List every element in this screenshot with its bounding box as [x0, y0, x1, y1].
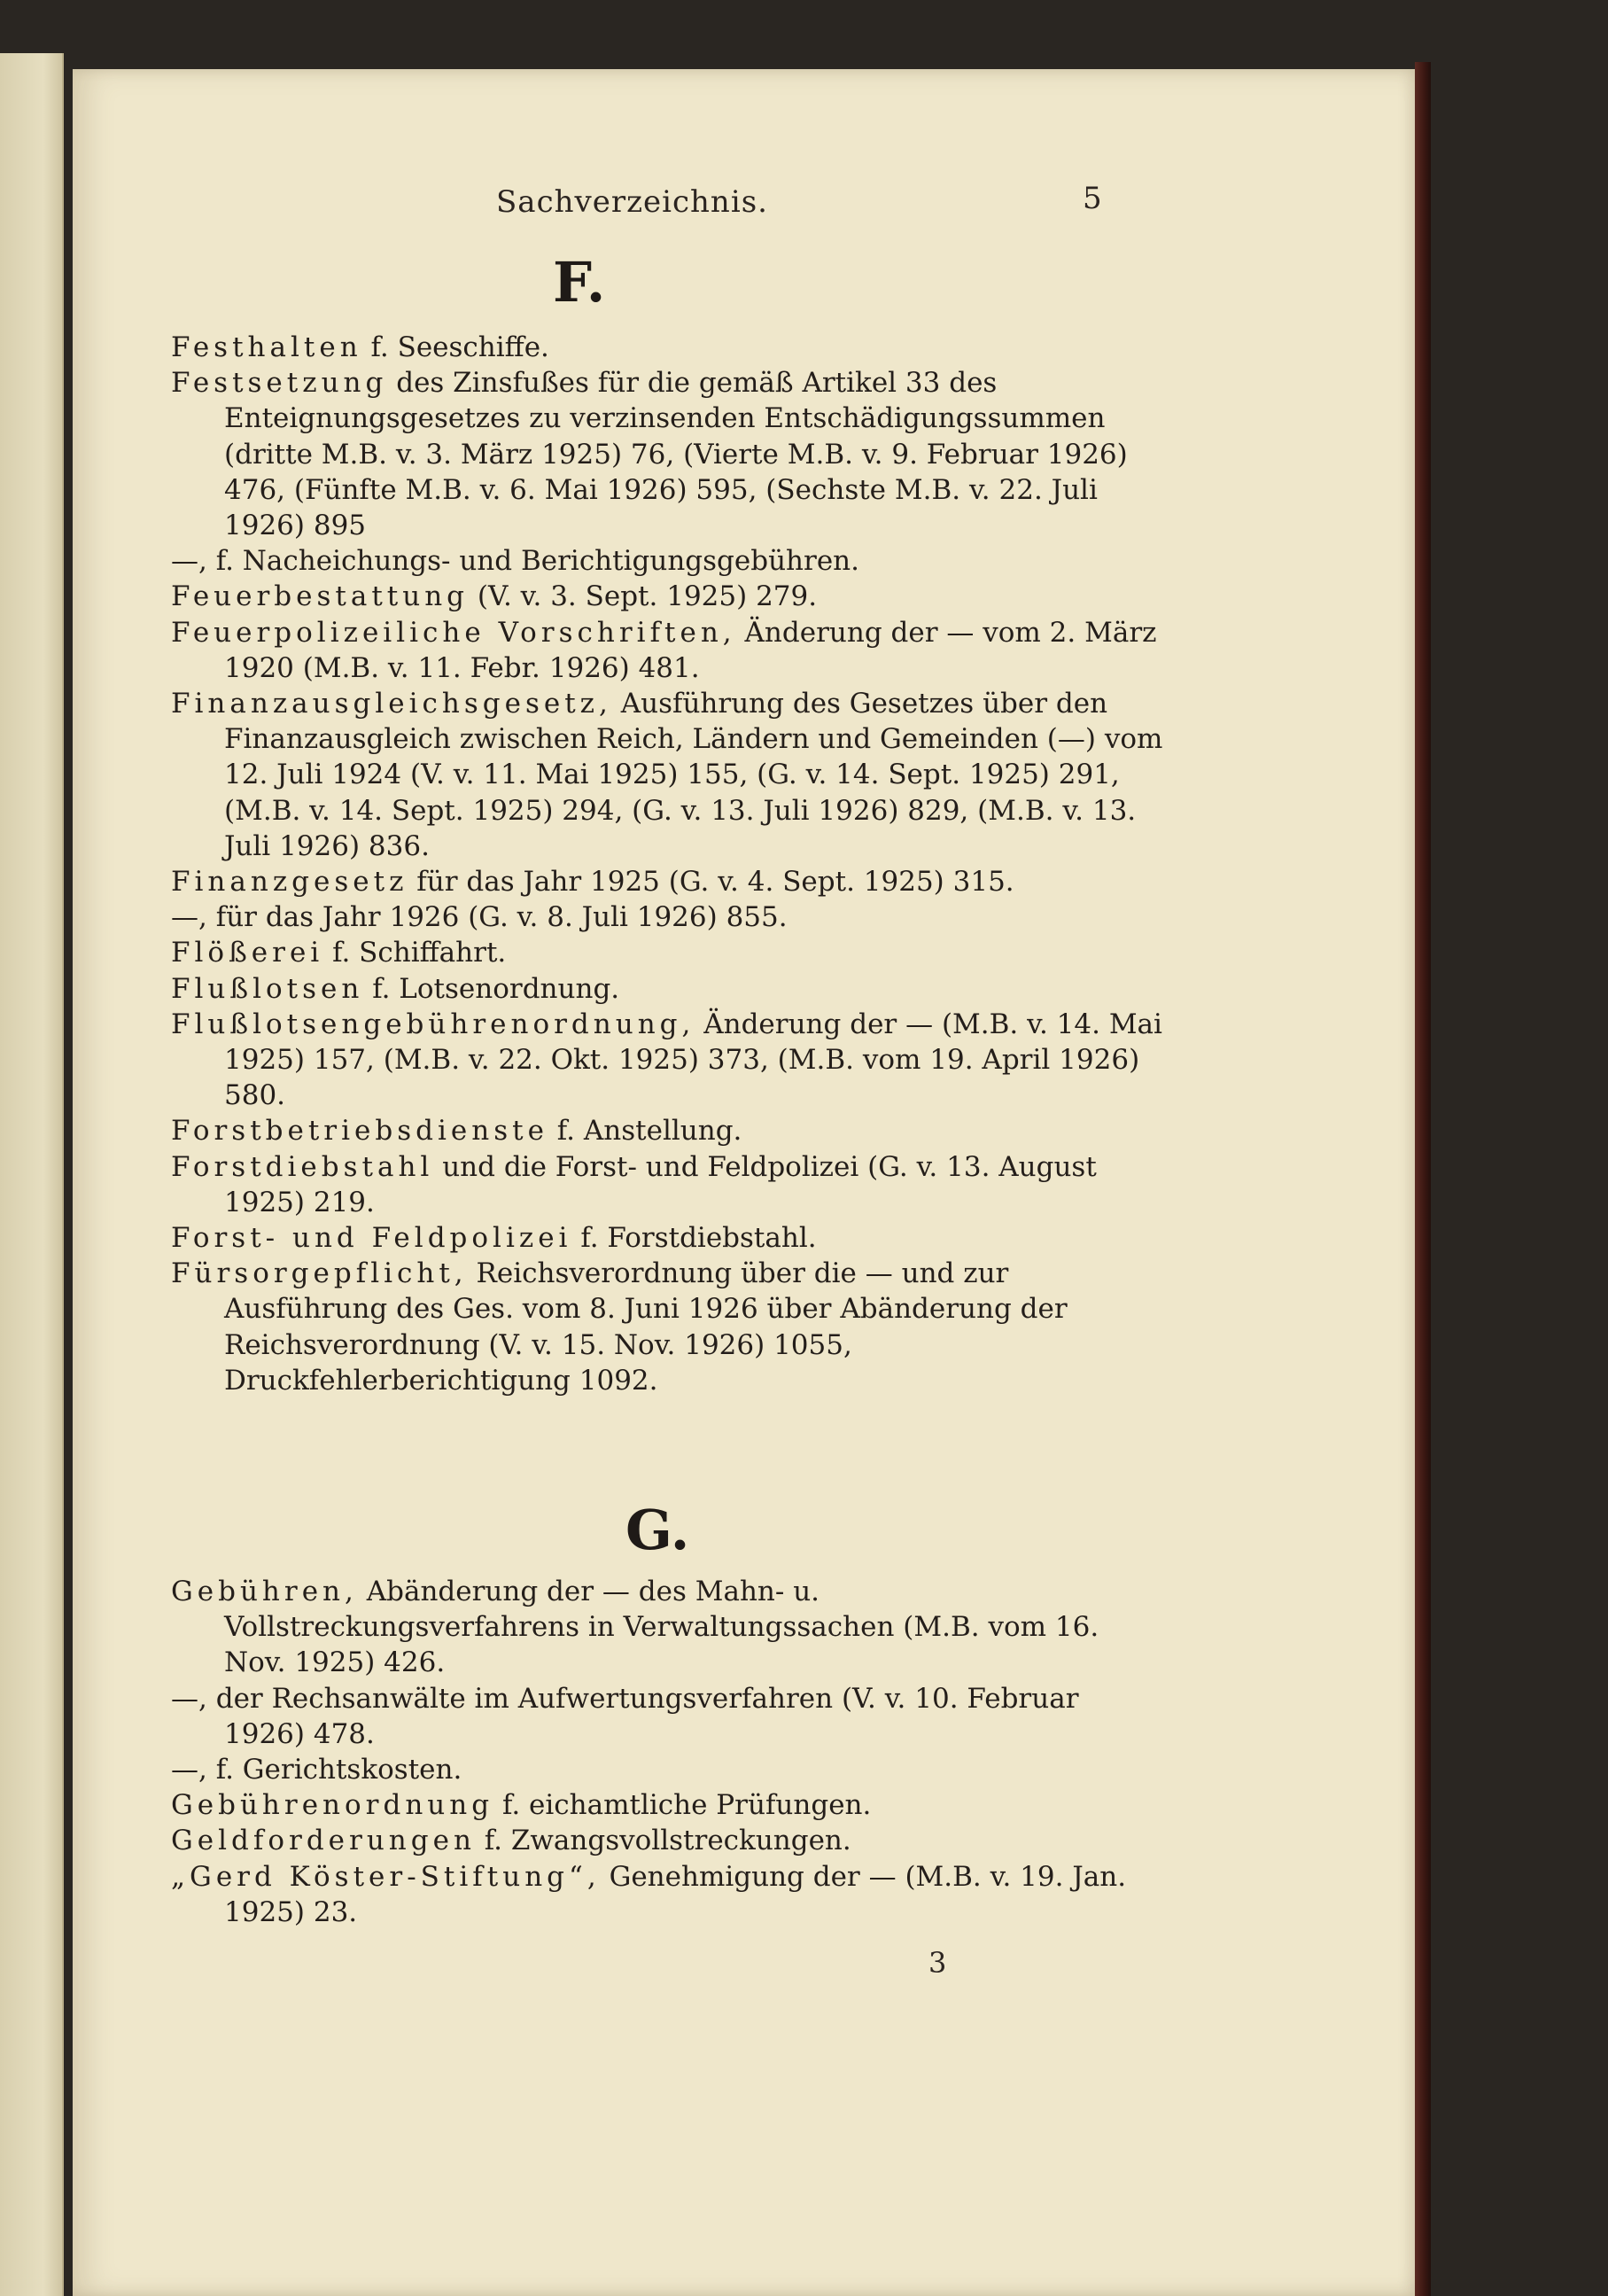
index-entry — [171, 935, 1163, 970]
index-entry — [171, 1149, 1163, 1220]
entry-keyword: —, — [171, 901, 207, 934]
index-entry — [171, 864, 1163, 899]
entry-text: f. Zwangsvollstreckungen. — [484, 1825, 851, 1857]
entry-keyword: Finanzausgleichsgesetz, — [171, 688, 612, 720]
entry-keyword: Geldforderungen — [171, 1825, 476, 1857]
page-number: 5 — [1083, 181, 1102, 216]
index-entry — [171, 899, 1163, 935]
index-section-g — [171, 1574, 1163, 1930]
entry-keyword: Gebühren, — [171, 1576, 358, 1607]
entry-keyword: Forstdiebstahl — [171, 1150, 434, 1183]
signature-mark: 3 — [928, 1946, 947, 1980]
index-entry — [171, 1574, 1163, 1681]
facing-page-edge — [0, 53, 64, 2296]
entry-text: f. Lotsenordnung. — [372, 972, 620, 1005]
index-entry — [171, 1256, 1163, 1398]
section-letter-f: F. — [553, 250, 606, 315]
entry-text: Genehmigung der — (M.B. v. 19. Jan. 1925) 23. — [224, 1860, 1127, 1928]
entry-text: für das Jahr 1926 (G. v. 8. Juli 1926) 855. — [215, 901, 788, 934]
entry-keyword: Forst- und Feldpolizei — [171, 1222, 572, 1255]
entry-keyword: Feuerpolizeiliche Vorschriften, — [171, 616, 736, 649]
running-header-title: Sachverzeichnis. — [496, 184, 768, 220]
index-entry — [171, 1681, 1163, 1752]
entry-keyword: —, — [171, 1682, 207, 1715]
entry-text: f. Seeschiffe. — [370, 331, 549, 363]
entry-text: Reichsverordnung über die — und zur Ausführung des Ges. vom 8. Juni 1926 über Abänderung der Reichsverordnung (V. v. 15. Nov. 1926) 1055, Druckfehlerberichtigung 1092. — [224, 1257, 1068, 1397]
entry-keyword: Finanzgesetz — [171, 866, 408, 899]
index-entry — [171, 1787, 1163, 1823]
index-entry — [171, 971, 1163, 1007]
entry-text: des Zinsfußes für die gemäß Artikel 33 des Enteignungsgesetzes zu verzinsenden Entschädigungssummen (dritte M.B. v. 3. März 1925) 76, (Vierte M.B. v. 9. Februar 1926) 476, (Fünfte M.B. v. 6. Mai 1926) 595, (Sechste M.B. v. 22. Juli 1926) 895 — [224, 367, 1128, 542]
entry-keyword: Festhalten — [171, 331, 362, 363]
entry-text: Abänderung der — des Mahn- u. Vollstreckungsverfahrens in Verwaltungssachen (M.B. vom 16. Nov. 1925) 426. — [224, 1576, 1099, 1679]
entry-keyword: —, — [171, 1754, 207, 1786]
index-entry — [171, 579, 1163, 614]
entry-text: f. Anstellung. — [556, 1115, 742, 1148]
index-entry — [171, 615, 1163, 686]
book-spine — [1415, 62, 1431, 2296]
entry-keyword: Flußlotsengebührenordnung, — [171, 1008, 695, 1040]
entry-keyword: Gebührenordnung — [171, 1789, 494, 1822]
index-entry — [171, 1007, 1163, 1114]
index-entry — [171, 1752, 1163, 1787]
section-letter-g: G. — [625, 1498, 690, 1562]
entry-text: f. Gerichtskosten. — [215, 1754, 462, 1786]
entry-keyword: „Gerd Köster-Stiftung“, — [171, 1860, 601, 1893]
entry-text: f. Nacheichungs- und Berichtigungsgebühren. — [215, 545, 859, 578]
index-section-f — [171, 330, 1163, 1398]
entry-text: f. Schiffahrt. — [332, 937, 507, 969]
entry-keyword: Forstbetriebsdienste — [171, 1115, 548, 1148]
entry-text: und die Forst- und Feldpolizei (G. v. 13. August 1925) 219. — [224, 1150, 1097, 1218]
entry-keyword: —, — [171, 545, 207, 578]
index-entry — [171, 1859, 1163, 1930]
entry-keyword: Festsetzung — [171, 367, 388, 400]
index-entry — [171, 365, 1163, 543]
index-entry — [171, 543, 1163, 579]
entry-text: der Rechsanwälte im Aufwertungsverfahren (V. v. 10. Februar 1926) 478. — [215, 1682, 1079, 1750]
entry-keyword: Flößerei — [171, 937, 324, 969]
entry-text: Ausführung des Gesetzes über den Finanzausgleich zwischen Reich, Ländern und Gemeinden (—) vom 12. Juli 1924 (V. v. 11. Mai 1925) 155, (G. v. 14. Sept. 1925) 291, (M.B. v. 14. Sept. 1925) 294, (G. v. 13. Juli 1926) 829, (M.B. v. 13. Juli 1926) 836. — [224, 688, 1163, 862]
index-entry — [171, 1113, 1163, 1148]
index-entry — [171, 330, 1163, 365]
entry-text: für das Jahr 1925 (G. v. 4. Sept. 1925) 315. — [416, 866, 1014, 899]
entry-text: (V. v. 3. Sept. 1925) 279. — [477, 580, 818, 613]
entry-keyword: Fürsorgepflicht, — [171, 1257, 468, 1290]
entry-text: f. eichamtliche Prüfungen. — [501, 1789, 872, 1822]
entry-text: Änderung der — (M.B. v. 14. Mai 1925) 157, (M.B. v. 22. Okt. 1925) 373, (M.B. vom 19. April 1926) 580. — [224, 1008, 1162, 1112]
index-entry — [171, 1823, 1163, 1858]
index-entry — [171, 686, 1163, 864]
entry-text: Änderung der — vom 2. März 1920 (M.B. v. 11. Febr. 1926) 481. — [224, 616, 1157, 684]
entry-keyword: Feuerbestattung — [171, 580, 470, 613]
index-entry — [171, 1220, 1163, 1256]
entry-text: f. Forstdiebstahl. — [580, 1222, 817, 1255]
entry-keyword: Flußlotsen — [171, 972, 364, 1005]
